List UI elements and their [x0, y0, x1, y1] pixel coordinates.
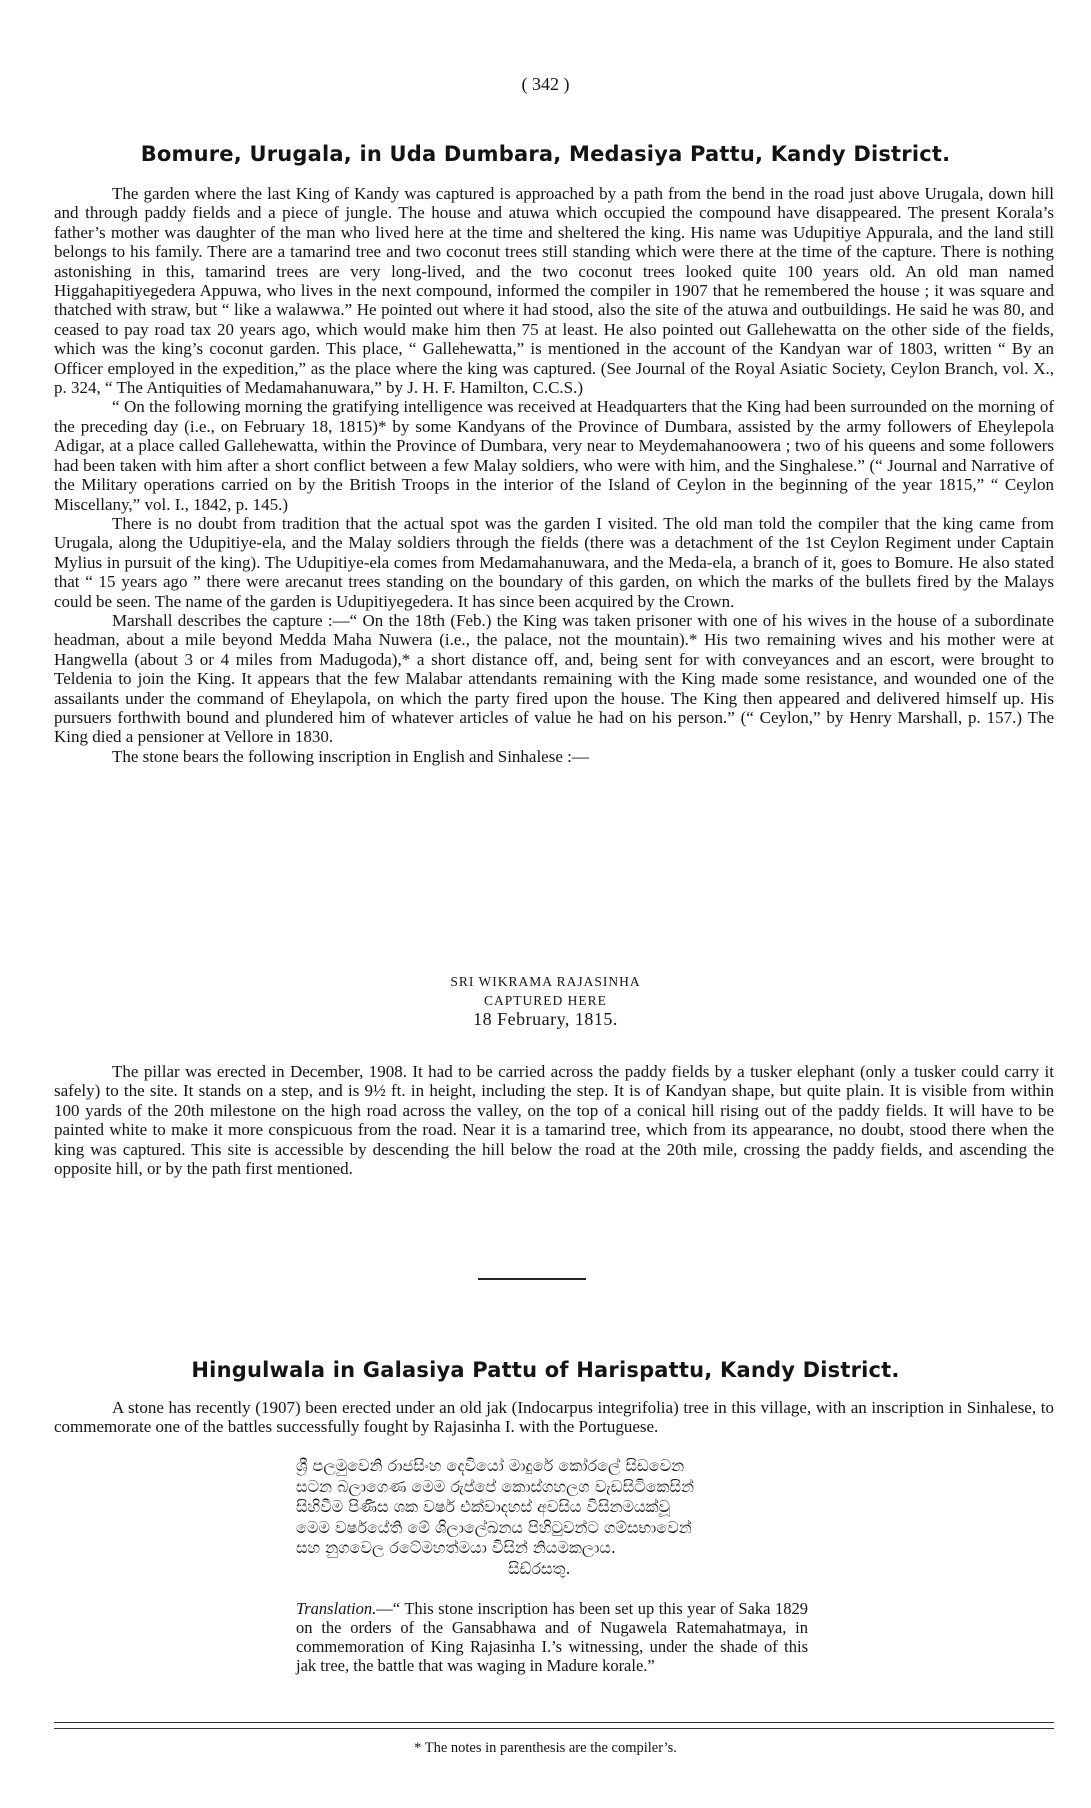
footnote: * The notes in parenthesis are the compiler’s.	[414, 1740, 677, 1756]
sinhala-line: සිහිවීම පිණිස ශක වර්ෂ එක්වාදහස් අවසිය විසිනමයක්වූ	[296, 1497, 671, 1516]
footnote-rule	[54, 1722, 1054, 1723]
inscription-line: CAPTURED HERE	[484, 993, 607, 1008]
paragraph: There is no doubt from tradition that the actual spot was the garden I visited. The old man told the compiler that the king came from Urugala, along the Udupitiye-ela, and the Malay soldiers through the fields (there was a detachment of the 1st Ceylon Regiment under Captain Mylius in pursuit of the king). The Udupitiye-ela comes from Medamahanuwara, and the Meda-ela, a branch of it, goes to Bomure. He also stated that “ 15 years ago ” there were arecanut trees standing on the boundary of this garden, on which the marks of the bullets fired by the Malays could be seen. The name of the garden is Udupitiyegedera. It has since been acquired by the Crown.	[54, 513, 1054, 611]
translation-text: “ This stone inscription has been set up this year of Saka 1829 on the orders of the Gansabhawa and of Nugawela Ratemahatmaya, in commemoration of King Rajasinha I.’s witnessing, under the shade of this jak tree, the battle that was waging in Madure korale.”	[296, 1599, 808, 1675]
section-body-pillar	[54, 1062, 1054, 1178]
page-number: ( 342 )	[521, 74, 570, 94]
sinhala-line: සහ නුගවෙල රටේමහත්මයා විසින් නියමකලාය.	[296, 1538, 616, 1557]
paragraph: The garden where the last King of Kandy was captured is approached by a path from the bend in the road just above Urugala, down hill and through paddy fields and a piece of jungle. The house and atuwa which occupied the compound have disappeared. The present Korala’s father’s mother was daughter of the man who lived here at the time and sheltered the king. His name was Udupitiye Appurala, and the land still belongs to his family. There are a tamarind tree and two coconut trees still standing which were there at the time of the capture. There is nothing astonishing in this, tamarind trees are very long-lived, and the two coconut trees looked quite 100 years old. An old man named Higgahapitiyegedera Appuwa, who lives in the next compound, informed the compiler in 1907 that he remembered the house ; it was square and thatched with straw, but “ like a walawwa.” He pointed out where it had stood, also the site of the atuwa and outbuildings. He said he was 80, and ceased to pay road tax 20 years ago, which would make him then 75 at least. He also pointed out Gallehewatta on the other side of the fields, which was the king’s coconut garden. This place, “ Gallehewatta,” is mentioned in the account of the Kandyan war of 1803, written “ By an Officer employed in the expedition,” as the place where the king was captured. (See Journal of the Royal Asiatic Society, Ceylon Branch, vol. X., p. 324, “ The Antiquities of Medamahanuwara,” by J. H. F. Hamilton, C.C.S.)	[54, 184, 1054, 398]
paragraph: The pillar was erected in December, 1908. It had to be carried across the paddy fields by a tusker elephant (only a tusker could carry it safely) to the site. It stands on a step, and is 9½ ft. in height, including the step. It is of Kandyan shape, but quite plain. It is visible from within 100 yards of the 20th milestone on the high road across the valley, on the top of a conical hill rising out of the paddy fields. It will have to be painted white to make it more conspicuous from the road. Near it is a tamarind tree, which from its appearance, no doubt, stood there when the king was captured. This site is accessible by descending the hill below the road at the 20th mile, crossing the paddy fields, and ascending the opposite hill, or by the path first mentioned.	[54, 1062, 1054, 1179]
section-heading-bomure: Bomure, Urugala, in Uda Dumbara, Medasiya Pattu, Kandy District.	[140, 142, 951, 166]
paragraph: The stone bears the following inscription in English and Sinhalese :—	[112, 746, 589, 766]
paragraph: Marshall describes the capture :—“ On the 18th (Feb.) the King was taken prisoner with one of his wives in the house of a subordinate headman, about a mile beyond Medda Maha Nuwera (i.e., the palace, not the mountain).* His two remaining wives and his mother were at Hangwella (about 3 or 4 miles from Madugoda),* a short distance off, and, being sent for with conveyances and an escort, were brought to Teldenia to join the King. It appears that the few Malabar attendants remaining with the King made some resistance, and wounded one of the assailants under the command of Eheylapola, on which the party fired upon the house. The King then appeared and delivered himself up. His pursuers forthwith bound and plundered him of whatever articles of value he had on his person.” (“ Ceylon,” by Henry Marshall, p. 157.) The King died a pensioner at Vellore in 1830.	[54, 610, 1054, 747]
section-divider	[478, 1278, 586, 1280]
footnote-rule	[54, 1728, 1054, 1729]
section-body-hingulwala	[54, 1398, 1054, 1437]
section-body-bomure	[54, 184, 1054, 766]
sinhala-line: සටන බලාගෙණ මෙම රුප්පේ කොස්ගහලග වැඩසිටිකෙසින්	[296, 1476, 695, 1496]
section-heading-hingulwala: Hingulwala in Galasiya Pattu of Harispattu, Kandy District.	[191, 1358, 900, 1382]
translation-label: Translation.	[296, 1599, 377, 1618]
paragraph: “ On the following morning the gratifying intelligence was received at Headquarters that the King had been surrounded on the morning of the preceding day (i.e., on February 18, 1815)* by some Kandyans of the Province of Dumbara, assisted by the army followers of Eheylepola Adigar, at a place called Gallehewatta, within the Province of Dumbara, very near to Meydemahanoowera ; two of his queens and some followers had been taken with him after a short conflict between a few Malay soldiers, who were with him, and the Singhalese.” (“ Journal and Narrative of the Military operations carried on by the British Troops in the interior of the Island of Ceylon in the beginning of the year 1815,” “ Ceylon Miscellany,” vol. I., 1842, p. 145.)	[54, 397, 1054, 514]
sinhala-line: සිඩ්රසතු.	[508, 1558, 571, 1578]
inscription-date: 18 February, 1815.	[473, 1009, 618, 1029]
paragraph: A stone has recently (1907) been erected under an old jak (Indocarpus integrifolia) tree in this village, with an inscription in Sinhalese, to commemorate one of the battles successfully fought by Rajasinha I. with the Portuguese.	[54, 1398, 1054, 1437]
stone-inscription	[0, 972, 1091, 1029]
sinhala-line: ශ්‍රී පලමුවෙනි රාජසිංහ දෙවියෝ මාදුරේ කෝරලේ සිඩවෙන	[296, 1456, 685, 1475]
sinhala-line: මෙම වර්ෂයේති මේ ශිලාලේඛනය පිහිටුවන්ට ගම්සභාවෙන්	[296, 1517, 692, 1537]
translation-block	[296, 1599, 808, 1675]
sinhala-inscription	[296, 1456, 836, 1579]
inscription-line: SRI WIKRAMA RAJASINHA	[450, 974, 641, 989]
translation-paragraph: Translation.—“ This stone inscription has been set up this year of Saka 1829 on the orders of the Gansabhawa and of Nugawela Ratemahatmaya, in commemoration of King Rajasinha I.’s witnessing, under the shade of this jak tree, the battle that was waging in Madure korale.”	[296, 1599, 808, 1675]
